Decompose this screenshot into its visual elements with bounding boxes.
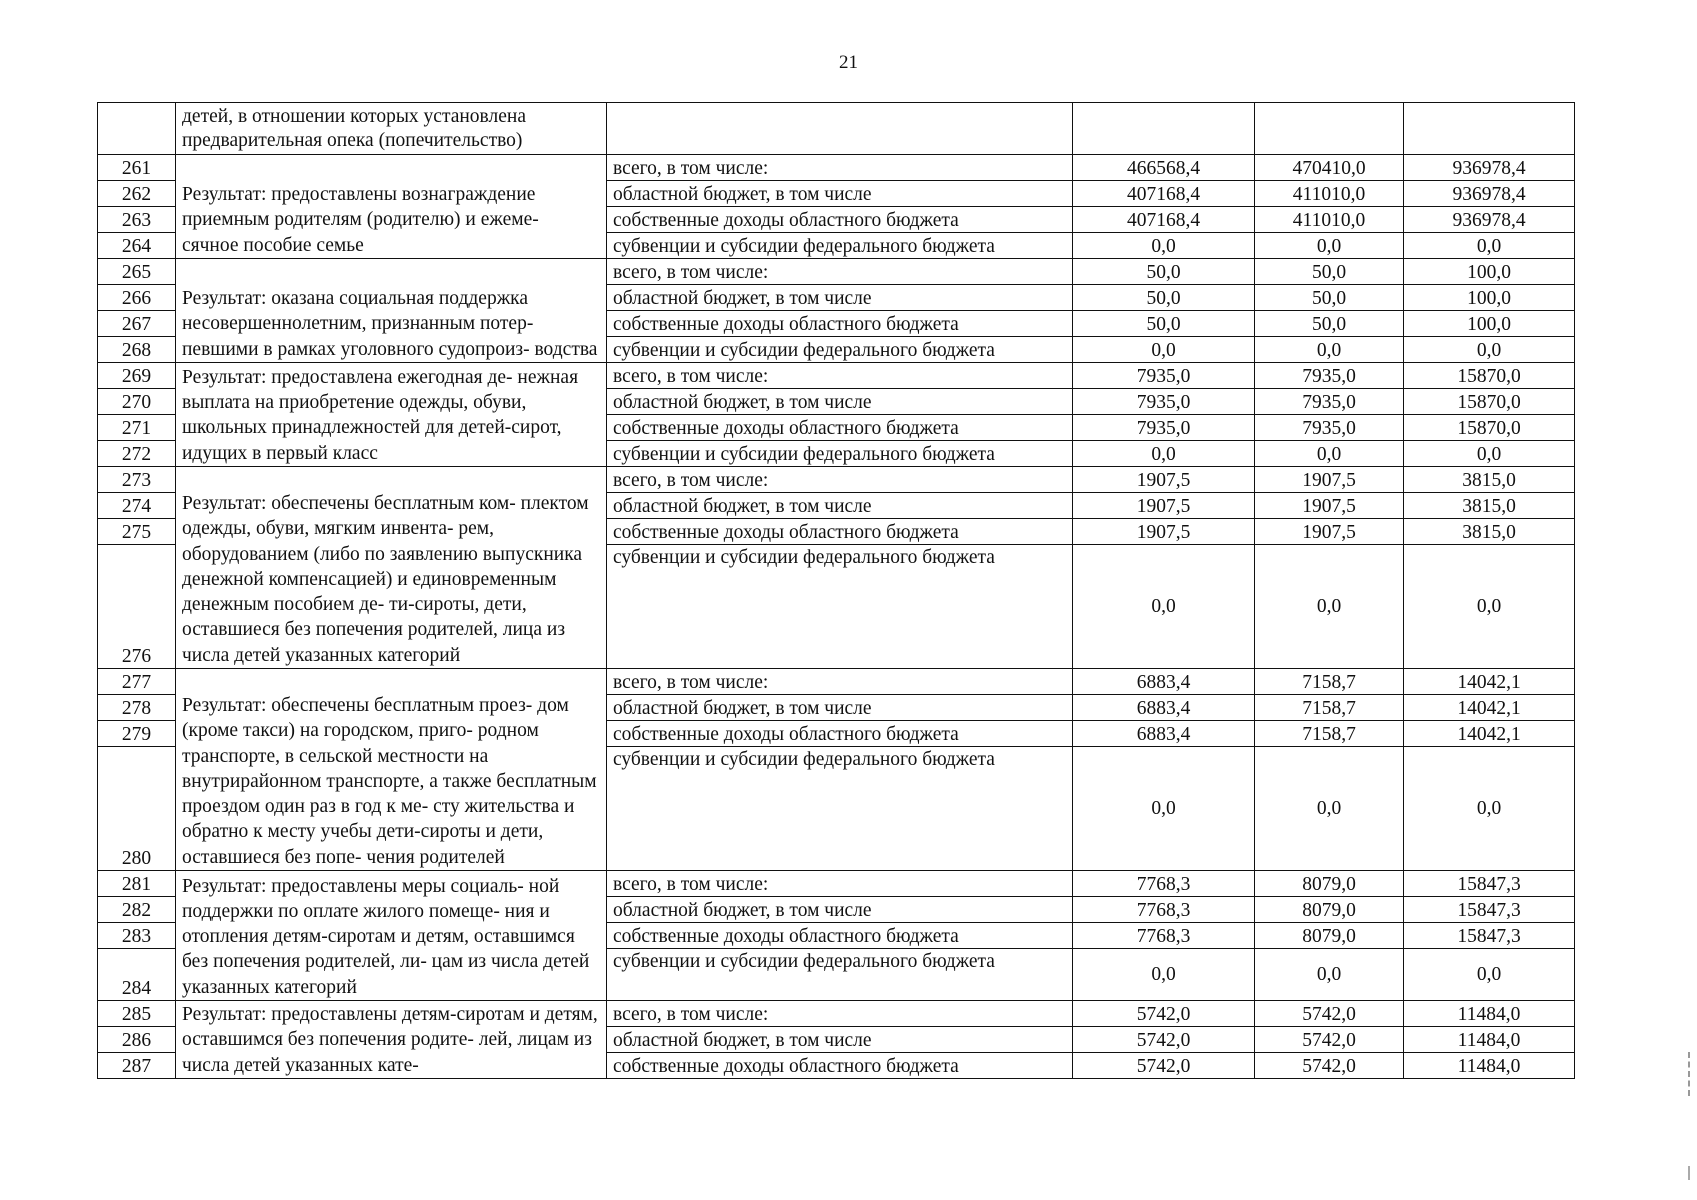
- value-cell: 7935,0: [1073, 363, 1255, 389]
- funding-source: собственные доходы областного бюджета: [607, 721, 1073, 747]
- value-cell: 100,0: [1404, 259, 1575, 285]
- row-number: 271: [98, 415, 176, 441]
- value-cell: 0,0: [1404, 747, 1575, 871]
- scan-artifact: [1688, 1052, 1693, 1096]
- result-description: Результат: обеспечены бесплатным ком- плектом одежды, обуви, мягким инвента- рем, оборудованием (либо по заявлению выпускника денежной компенсацией) и единовременным денежным пособием де- ти-сироты, дети, оставшиеся без попечения родителей, лица из числа детей указанных категорий: [176, 467, 607, 669]
- funding-source: областной бюджет, в том числе: [607, 181, 1073, 207]
- value-cell: 6883,4: [1073, 695, 1255, 721]
- value-cell: 50,0: [1073, 259, 1255, 285]
- funding-source: всего, в том числе:: [607, 1001, 1073, 1027]
- value-cell: 50,0: [1255, 259, 1404, 285]
- funding-source: собственные доходы областного бюджета: [607, 923, 1073, 949]
- row-number: 285: [98, 1001, 176, 1027]
- value-cell: 7935,0: [1073, 415, 1255, 441]
- value-cell: 14042,1: [1404, 695, 1575, 721]
- row-number: 275: [98, 519, 176, 545]
- budget-table: [97, 102, 1575, 1079]
- value-cell: 0,0: [1404, 545, 1575, 669]
- table-row: [98, 467, 1575, 493]
- row-number: 281: [98, 871, 176, 897]
- row-number: 283: [98, 923, 176, 949]
- value-cell: 15847,3: [1404, 897, 1575, 923]
- value-cell: 7768,3: [1073, 923, 1255, 949]
- result-description: Результат: предоставлены меры социаль- ной поддержки по оплате жилого помеще- ния и отопления детям-сиротам и детям, оставшимся без попечения родителей, ли- цам из числа детей указанных категорий: [176, 871, 607, 1001]
- value-cell: 0,0: [1073, 545, 1255, 669]
- value-cell: 5742,0: [1255, 1053, 1404, 1079]
- row-number: 282: [98, 897, 176, 923]
- row-number: 267: [98, 311, 176, 337]
- table-row: [98, 259, 1575, 285]
- funding-source: областной бюджет, в том числе: [607, 389, 1073, 415]
- value-cell: 100,0: [1404, 285, 1575, 311]
- row-number: 266: [98, 285, 176, 311]
- value-cell: 7158,7: [1255, 721, 1404, 747]
- table-row: [98, 155, 1575, 181]
- row-number: 278: [98, 695, 176, 721]
- value-cell: [1404, 103, 1575, 155]
- row-number: 274: [98, 493, 176, 519]
- value-cell: 6883,4: [1073, 669, 1255, 695]
- value-cell: 7158,7: [1255, 669, 1404, 695]
- row-number: 276: [98, 545, 176, 669]
- value-cell: 1907,5: [1073, 519, 1255, 545]
- row-number: 272: [98, 441, 176, 467]
- value-cell: [1255, 103, 1404, 155]
- value-cell: 411010,0: [1255, 207, 1404, 233]
- result-description: Результат: предоставлена ежегодная де- нежная выплата на приобретение одежды, обуви, школьных принадлежностей для детей-сирот, идущих в первый класс: [176, 363, 607, 467]
- value-cell: 0,0: [1404, 441, 1575, 467]
- value-cell: 411010,0: [1255, 181, 1404, 207]
- value-cell: 0,0: [1255, 233, 1404, 259]
- row-number: 262: [98, 181, 176, 207]
- row-number: 268: [98, 337, 176, 363]
- value-cell: 5742,0: [1073, 1001, 1255, 1027]
- funding-source: собственные доходы областного бюджета: [607, 415, 1073, 441]
- value-cell: 11484,0: [1404, 1001, 1575, 1027]
- funding-source: всего, в том числе:: [607, 259, 1073, 285]
- value-cell: 8079,0: [1255, 923, 1404, 949]
- funding-source: областной бюджет, в том числе: [607, 695, 1073, 721]
- row-number: 286: [98, 1027, 176, 1053]
- funding-source: областной бюджет, в том числе: [607, 1027, 1073, 1053]
- value-cell: 3815,0: [1404, 467, 1575, 493]
- value-cell: 0,0: [1073, 949, 1255, 1001]
- value-cell: 5742,0: [1255, 1027, 1404, 1053]
- result-description: детей, в отношении которых установлена предварительная опека (попечительство): [176, 103, 607, 155]
- table-row: [98, 871, 1575, 897]
- funding-source: собственные доходы областного бюджета: [607, 519, 1073, 545]
- value-cell: 50,0: [1073, 285, 1255, 311]
- value-cell: 5742,0: [1073, 1053, 1255, 1079]
- funding-source: субвенции и субсидии федерального бюджета: [607, 233, 1073, 259]
- value-cell: 407168,4: [1073, 181, 1255, 207]
- value-cell: 0,0: [1255, 949, 1404, 1001]
- funding-source: субвенции и субсидии федерального бюджета: [607, 545, 1073, 669]
- value-cell: 7935,0: [1255, 389, 1404, 415]
- table-row: [98, 669, 1575, 695]
- value-cell: 7935,0: [1255, 415, 1404, 441]
- funding-source: собственные доходы областного бюджета: [607, 207, 1073, 233]
- value-cell: 0,0: [1255, 747, 1404, 871]
- row-number: 277: [98, 669, 176, 695]
- value-cell: [1073, 103, 1255, 155]
- funding-source: всего, в том числе:: [607, 669, 1073, 695]
- value-cell: 466568,4: [1073, 155, 1255, 181]
- row-number: 270: [98, 389, 176, 415]
- value-cell: 7768,3: [1073, 897, 1255, 923]
- funding-source: областной бюджет, в том числе: [607, 285, 1073, 311]
- value-cell: 1907,5: [1255, 467, 1404, 493]
- value-cell: 5742,0: [1073, 1027, 1255, 1053]
- row-number: 269: [98, 363, 176, 389]
- value-cell: 7935,0: [1073, 389, 1255, 415]
- funding-source: всего, в том числе:: [607, 155, 1073, 181]
- value-cell: 8079,0: [1255, 871, 1404, 897]
- value-cell: 14042,1: [1404, 721, 1575, 747]
- funding-source: всего, в том числе:: [607, 467, 1073, 493]
- value-cell: 3815,0: [1404, 519, 1575, 545]
- value-cell: 15870,0: [1404, 389, 1575, 415]
- value-cell: 14042,1: [1404, 669, 1575, 695]
- row-number: 279: [98, 721, 176, 747]
- value-cell: 11484,0: [1404, 1027, 1575, 1053]
- value-cell: 0,0: [1404, 233, 1575, 259]
- value-cell: 100,0: [1404, 311, 1575, 337]
- row-number: 264: [98, 233, 176, 259]
- funding-source: субвенции и субсидии федерального бюджета: [607, 747, 1073, 871]
- row-number: 284: [98, 949, 176, 1001]
- value-cell: 5742,0: [1255, 1001, 1404, 1027]
- value-cell: 936978,4: [1404, 155, 1575, 181]
- row-number: [98, 103, 176, 155]
- value-cell: 0,0: [1073, 441, 1255, 467]
- value-cell: 6883,4: [1073, 721, 1255, 747]
- result-description: Результат: обеспечены бесплатным проез- дом (кроме такси) на городском, приго- родном транспорте, в сельской местности на внутрирайонном транспорте, а также бесплатным проездом один раз в год к ме- сту жительства и обратно к месту учебы дети-сироты и дети, оставшиеся без попе- чения родителей: [176, 669, 607, 871]
- result-description: Результат: оказана социальная поддержка несовершеннолетним, признанным потер- певшими в рамках уголовного судопроиз- водства: [176, 259, 607, 363]
- table-row: [98, 363, 1575, 389]
- funding-source: субвенции и субсидии федерального бюджета: [607, 949, 1073, 1001]
- value-cell: 7935,0: [1255, 363, 1404, 389]
- value-cell: 15870,0: [1404, 363, 1575, 389]
- value-cell: 0,0: [1073, 747, 1255, 871]
- value-cell: 1907,5: [1255, 493, 1404, 519]
- funding-source: областной бюджет, в том числе: [607, 897, 1073, 923]
- value-cell: 1907,5: [1073, 493, 1255, 519]
- scan-artifact: [1688, 1166, 1693, 1180]
- value-cell: 936978,4: [1404, 181, 1575, 207]
- row-number: 273: [98, 467, 176, 493]
- value-cell: 15847,3: [1404, 871, 1575, 897]
- funding-source: субвенции и субсидии федерального бюджета: [607, 337, 1073, 363]
- value-cell: 11484,0: [1404, 1053, 1575, 1079]
- funding-source: всего, в том числе:: [607, 363, 1073, 389]
- value-cell: 3815,0: [1404, 493, 1575, 519]
- value-cell: 0,0: [1255, 337, 1404, 363]
- value-cell: 15847,3: [1404, 923, 1575, 949]
- value-cell: 50,0: [1073, 311, 1255, 337]
- value-cell: 407168,4: [1073, 207, 1255, 233]
- value-cell: 0,0: [1073, 337, 1255, 363]
- table-row: [98, 103, 1575, 155]
- value-cell: 1907,5: [1073, 467, 1255, 493]
- value-cell: 0,0: [1073, 233, 1255, 259]
- value-cell: 0,0: [1255, 545, 1404, 669]
- result-description: Результат: предоставлены вознаграждение приемным родителям (родителю) и ежеме- сячное пособие семье: [176, 155, 607, 259]
- table-row: [98, 1001, 1575, 1027]
- value-cell: 7158,7: [1255, 695, 1404, 721]
- value-cell: 936978,4: [1404, 207, 1575, 233]
- value-cell: 7768,3: [1073, 871, 1255, 897]
- row-number: 280: [98, 747, 176, 871]
- value-cell: 8079,0: [1255, 897, 1404, 923]
- result-description: Результат: предоставлены детям-сиротам и детям, оставшимся без попечения родите- лей, лицам из числа детей указанных кате-: [176, 1001, 607, 1079]
- value-cell: 50,0: [1255, 285, 1404, 311]
- funding-source: областной бюджет, в том числе: [607, 493, 1073, 519]
- value-cell: 0,0: [1255, 441, 1404, 467]
- funding-source: субвенции и субсидии федерального бюджета: [607, 441, 1073, 467]
- value-cell: 50,0: [1255, 311, 1404, 337]
- funding-source: [607, 103, 1073, 155]
- page-number: 21: [839, 52, 858, 73]
- value-cell: 15870,0: [1404, 415, 1575, 441]
- row-number: 265: [98, 259, 176, 285]
- row-number: 287: [98, 1053, 176, 1079]
- row-number: 263: [98, 207, 176, 233]
- value-cell: 470410,0: [1255, 155, 1404, 181]
- row-number: 261: [98, 155, 176, 181]
- funding-source: собственные доходы областного бюджета: [607, 311, 1073, 337]
- value-cell: 0,0: [1404, 949, 1575, 1001]
- value-cell: 1907,5: [1255, 519, 1404, 545]
- funding-source: всего, в том числе:: [607, 871, 1073, 897]
- value-cell: 0,0: [1404, 337, 1575, 363]
- funding-source: собственные доходы областного бюджета: [607, 1053, 1073, 1079]
